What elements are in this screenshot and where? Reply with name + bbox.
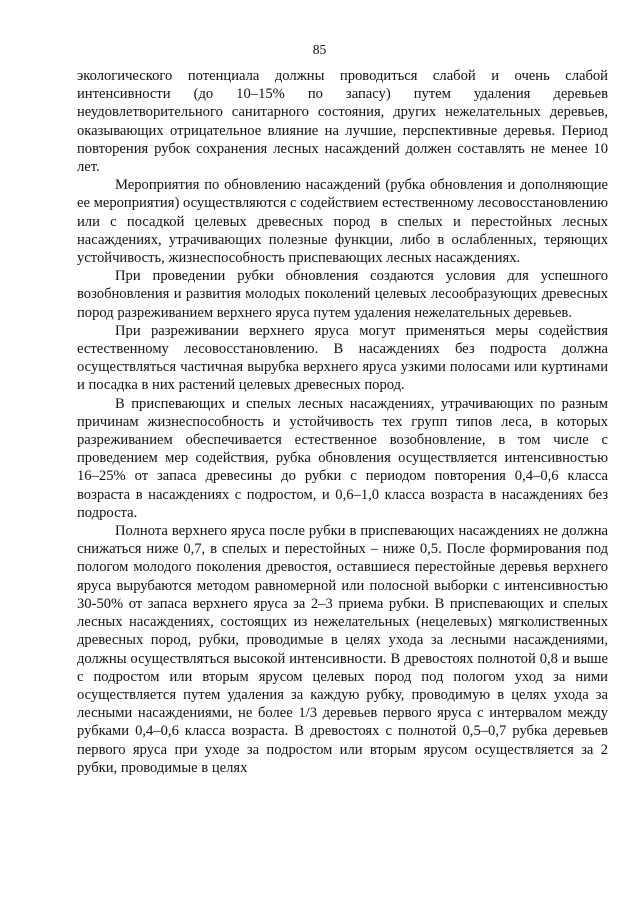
paragraph: Мероприятия по обновлению насаждений (рубка обновления и дополняющие ее мероприятия) осуществляются с содействием естественному лесовосстановлению или с посадкой целевых древесных пород в спелых и перестойных лесных насаждениях, утрачивающих полезные функции, либо в ослабленных, теряющих устойчивость, жизнеспособность приспевающих лесных насаждениях. <box>77 177 608 267</box>
paragraph: экологического потенциала должны проводиться слабой и очень слабой интенсивности (до 10–15% по запасу) путем удаления деревьев неудовлетворительного санитарного состояния, других нежелательных деревьев, оказывающих отрицательное влияние на лучшие, перспективные деревья. Период повторения рубок сохранения лесных насаждений должен составлять не менее 10 лет. <box>77 68 608 176</box>
paragraph: Полнота верхнего яруса после рубки в приспевающих насаждениях не должна снижаться ниже 0,7, в спелых и перестойных – ниже 0,5. После формирования под пологом молодого поколения древостоя, оставшиеся перестойные деревья верхнего яруса вырубаются методом равномерной или полосной выборки с интенсивностью 30-50% от запаса верхнего яруса за 2–3 приема рубки. В приспевающих и спелых лесных насаждениях, состоящих из нежелательных (нецелевых) мягколиственных древесных пород, рубки, проводимые в целях ухода за лесными насаждениями, должны осуществляться высокой интенсивности. В древостоях полнотой 0,8 и выше с подростом или вторым ярусом целевых пород под пологом уход за ними осуществляется путем удаления за каждую рубку, проводимую в целях ухода за лесными насаждениями, не более 1/3 деревьев первого яруса с интервалом между рубками 0,4–0,6 класса возраста. В древостоях с полнотой 0,5–0,7 рубка деревьев первого яруса при уходе за подростом или вторым ярусом осуществляется за 2 рубки, проводимые в целях <box>77 523 608 776</box>
paragraph: В приспевающих и спелых лесных насаждениях, утрачивающих по разным причинам жизнеспособность и устойчивость тех групп типов леса, в которых разреживанием обеспечивается естественное возобновление, в том числе с проведением мер содействия, рубка обновления осуществляется интенсивностью 16–25% от запаса древесины до рубки с периодом повторения 0,4–0,6 класса возраста в насаждениях с подростом, и 0,6–1,0 класса возраста в насаждениях без подроста. <box>77 395 608 521</box>
page-number: 85 <box>312 42 327 57</box>
body-text <box>77 67 608 777</box>
paragraph: При проведении рубки обновления создаются условия для успешного возобновления и развития молодых поколений целевых лесообразующих древесных пород разреживанием верхнего яруса путем удаления нежелательных деревьев. <box>77 268 608 321</box>
paragraph: При разреживании верхнего яруса могут применяться меры содействия естественному лесовосстановлению. В насаждениях без подроста должна осуществляться частичная вырубка верхнего яруса узкими полосами или куртинами и посадка в них растений целевых древесных пород. <box>77 322 608 394</box>
